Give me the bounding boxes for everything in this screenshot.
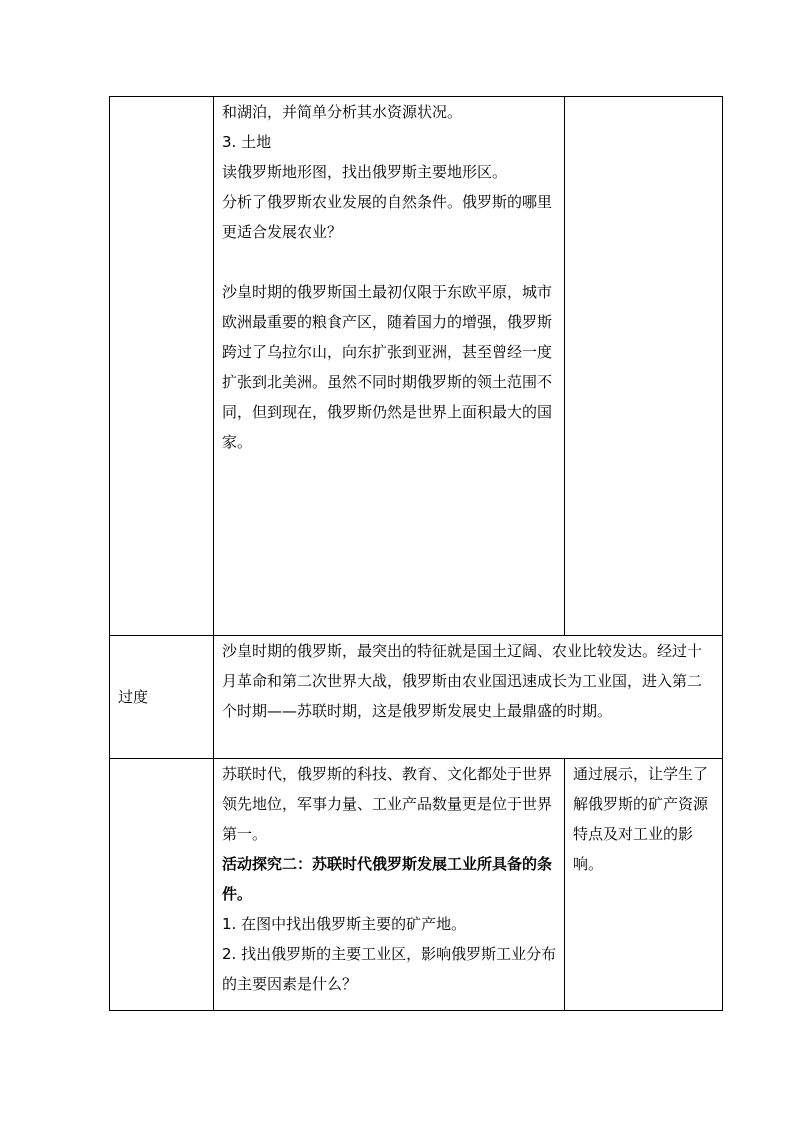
text-paragraph: 苏联时代，俄罗斯的科技、教育、文化都处于世界领先地位，军事力量、工业产品数量更是位于世界第一。 [222, 765, 553, 843]
table-row [110, 636, 723, 759]
design-intent-text: 通过展示，让学生了解俄罗斯的矿产资源特点及对工业的影响。 [573, 765, 709, 873]
text-paragraph: 分析了俄罗斯农业发展的自然条件。俄罗斯的哪里更适合发展农业？ [222, 193, 553, 241]
text-paragraph: 沙皇时期的俄罗斯，最突出的特征就是国土辽阔、农业比较发达。经过十月革命和第二次世界大战，俄罗斯由农业国迅速成长为工业国，进入第二个时期——苏联时期，这是俄罗斯发展史上最鼎盛的时期。 [222, 642, 703, 720]
text-paragraph: 沙皇时期的俄罗斯国土最初仅限于东欧平原，城市欧洲最重要的粮食产区，随着国力的增强，俄罗斯跨过了乌拉尔山，向东扩张到亚洲，甚至曾经一度扩张到北美洲。虽然不同时期俄罗斯的领土范围不同，但到现在，俄罗斯仍然是世界上面积最大的国家。 [222, 283, 553, 451]
text-line: 和湖泊，并简单分析其水资源状况。 [222, 103, 463, 121]
intent-cell [565, 759, 723, 1011]
table-row [110, 97, 723, 636]
stage-cell-empty [110, 97, 214, 636]
stage-cell-empty [110, 759, 214, 1011]
content-cell [214, 97, 565, 636]
intent-cell-empty [565, 97, 723, 636]
transition-content [214, 636, 723, 759]
table-row [110, 759, 723, 1011]
stage-label: 过度 [110, 636, 214, 759]
lesson-plan-table [109, 96, 723, 1011]
list-item: 1. 在图中找出俄罗斯主要的矿产地。 [222, 915, 467, 933]
activity-title: 活动探究二：苏联时代俄罗斯发展工业所具备的条件。 [222, 855, 553, 903]
section-heading-land: 3. 土地 [222, 133, 272, 151]
list-item: 2. 找出俄罗斯的主要工业区，影响俄罗斯工业分布的主要因素是什么？ [222, 945, 557, 993]
blank-line [222, 247, 558, 277]
text-line: 读俄罗斯地形图，找出俄罗斯主要地形区。 [222, 163, 508, 181]
content-cell [214, 759, 565, 1011]
